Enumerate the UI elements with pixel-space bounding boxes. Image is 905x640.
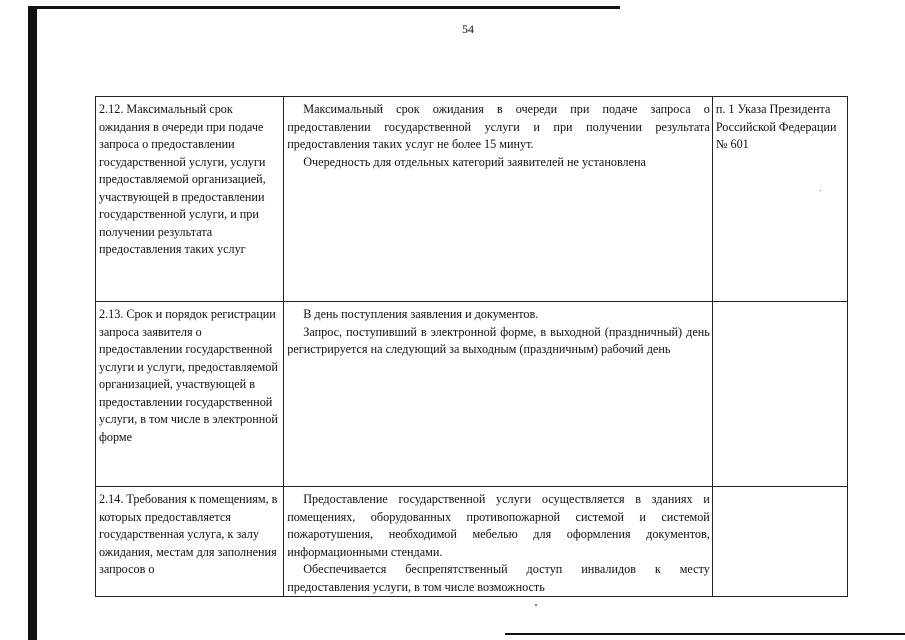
table-row: [96, 302, 848, 487]
requirement-description-cell: [284, 97, 713, 302]
requirement-description-cell: [284, 302, 713, 487]
legal-basis-cell: [712, 97, 847, 302]
scan-edge-bottom: [505, 633, 905, 635]
legal-basis: п. 1 Указа Президента Российской Федерации № 601: [715, 102, 837, 151]
regulation-table: [95, 96, 848, 597]
requirement-name-cell: [96, 487, 284, 597]
requirement-name: 2.13. Срок и порядок регистрации запроса заявителя о предоставлении государственной услуги и услуги, предоставляемой организацией, участвующей в предоставлении государственной услуги, в том числе в электронной форме: [99, 307, 278, 444]
scan-speck: [535, 604, 537, 606]
description-paragraph: Очередность для отдельных категорий заявителей не установлена: [303, 154, 646, 169]
scan-edge-left: [28, 6, 37, 640]
table-row: [96, 97, 848, 302]
requirement-name: 2.14. Требования к помещениям, в которых предоставляется государственная услуга, к залу ожидания, местам для заполнения запросов о: [99, 492, 278, 576]
table-row: [96, 487, 848, 597]
scan-edge-top: [30, 6, 620, 9]
legal-basis-cell: [712, 302, 847, 487]
description-paragraph: В день поступления заявления и документов.: [303, 307, 539, 321]
scan-speck: [820, 190, 821, 191]
legal-basis-cell: [712, 487, 847, 597]
description-paragraph: Предоставление государственной услуги осуществляется в зданиях и помещениях, оборудованных противопожарной системой и системой пожаротушения, необходимой мебелью для оформления документов, информационными стендами.: [287, 492, 710, 559]
requirement-name-cell: [96, 302, 284, 487]
page-number: 54: [462, 22, 474, 36]
requirement-name: 2.12. Максимальный срок ожидания в очереди при подаче запроса о предоставлении государственной услуги, услуги предоставляемой организацией, участвующей в предоставлении государственной услуги, и при получении результата предоставления таких услуг: [99, 102, 266, 256]
description-paragraph: Запрос, поступивший в электронной форме, в выходной (праздничный) день регистрируется на следующий за выходным (праздничным) рабочий день: [287, 324, 710, 356]
description-paragraph: Обеспечивается беспрепятственный доступ инвалидов к месту предоставления услуги, в том числе возможность: [287, 562, 710, 594]
requirement-description-cell: [284, 487, 713, 597]
requirement-name-cell: [96, 97, 284, 302]
description-paragraph: Максимальный срок ожидания в очереди при подаче запроса о предоставлении государственной услуги и при получении результата предоставления таких услуг не более 15 минут.: [287, 102, 710, 151]
